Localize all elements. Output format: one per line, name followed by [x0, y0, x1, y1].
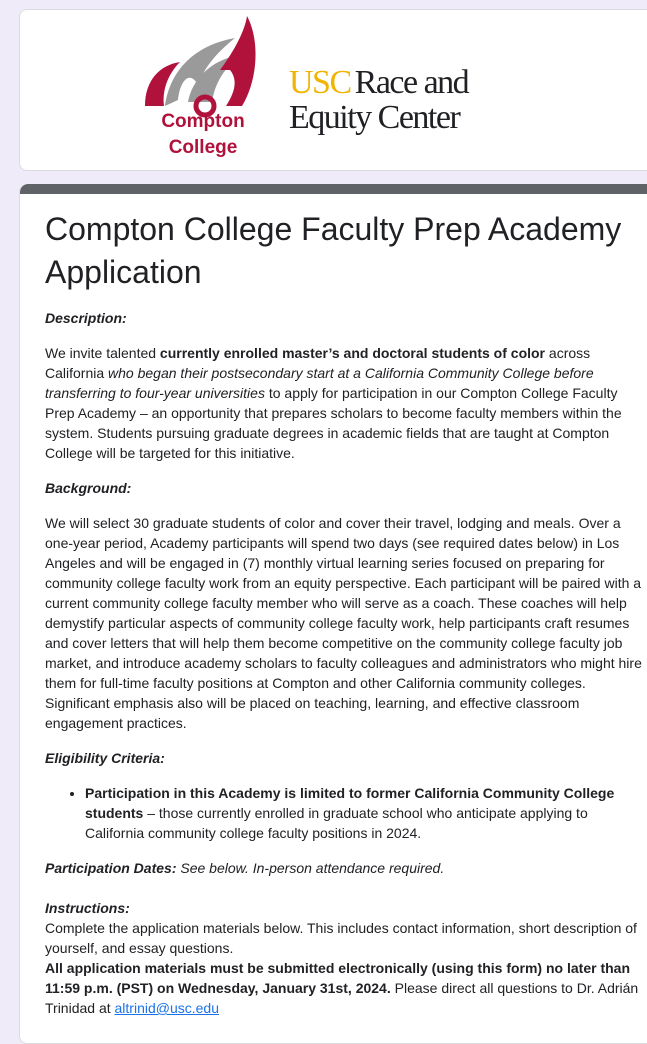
- eligibility-list: [45, 783, 644, 843]
- participation-dates-label: Participation Dates:: [45, 860, 177, 876]
- instructions-label: Instructions:: [45, 900, 130, 916]
- form-accent-bar: [20, 184, 647, 194]
- description-italic-1: who began their postsecondary start at a California Community College before transferring to four-year universities: [45, 365, 594, 401]
- usc-race-equity-logo: [289, 64, 470, 136]
- description-text-3: to apply for participation in our Compton College Faculty Prep Academy – an opportunity that prepares scholars to become faculty members within the system. Students pursuing graduate degrees in academic fields that are taught at Compton College will be targeted for this initiative.: [45, 385, 622, 461]
- description-bold-1: currently enrolled master’s and doctoral students of color: [159, 345, 546, 361]
- usc-logo-line1: [289, 64, 470, 101]
- header-banner-card: [19, 9, 647, 171]
- background-label: Background:: [45, 480, 132, 496]
- description-paragraph: [45, 343, 644, 463]
- instructions-text-2: Please direct all questions to Dr. Adrián Trinidad at: [45, 980, 639, 1016]
- eligibility-rest: – those currently enrolled in graduate school who anticipate applying to California community college faculty positions in 2024.: [85, 805, 588, 841]
- description-label: Description:: [45, 310, 127, 326]
- participation-dates: [45, 858, 644, 878]
- compton-logo-text-line1: Compton: [161, 111, 245, 132]
- compton-college-logo: [145, 16, 256, 158]
- logo-banner: [20, 10, 647, 171]
- usc-logo-prefix: USC: [289, 64, 351, 101]
- instructions-block: [45, 898, 644, 1018]
- instructions-text-1: Complete the application materials below. This includes contact information, short description of yourself, and essay questions.: [45, 920, 637, 956]
- usc-logo-rest: Race and: [354, 64, 469, 101]
- instructions-deadline: [45, 958, 644, 1018]
- form-title: Compton College Faculty Prep Academy Application: [45, 211, 622, 290]
- form-description-content: [20, 194, 647, 1018]
- compton-logo-text-line2: College: [168, 137, 238, 158]
- instructions-bold: All application materials must be submitted electronically (using this form) no later than 11:59 p.m. (PST) on Wednesday, January 31st, 2024.: [45, 960, 630, 996]
- description-text-1: We invite talented: [45, 345, 160, 361]
- eligibility-label: Eligibility Criteria:: [45, 750, 165, 766]
- background-paragraph: We will select 30 graduate students of color and cover their travel, lodging and meals. Over a one-year period, Academy participants will spend two days (see required dates below) in Los Angeles and will be engaged in (7) monthly virtual learning series focused on preparing for community college faculty work from an equity perspective. Each participant will be paired with a current community college faculty member who will serve as a coach. These coaches will help demystify particular aspects of community college faculty work, help participants craft resumes and cover letters that will help them become competitive on the community college faculty job market, and introduce academy scholars to faculty colleagues and administrators who might hire them for full-time faculty positions at Compton and other California community colleges. Significant emphasis also will be placed on teaching, learning, and effective classroom engagement practices.: [45, 515, 642, 731]
- eligibility-item: [85, 783, 644, 843]
- eligibility-bold: Participation in this Academy is limited to former California Community College students: [85, 785, 615, 821]
- description-text-2: across California: [45, 345, 591, 381]
- contact-email-link[interactable]: altrinid@usc.edu: [114, 1000, 220, 1016]
- usc-logo-line2: Equity Center: [289, 99, 460, 136]
- participation-dates-text: See below. In-person attendance required.: [176, 860, 445, 876]
- form-description-card: [19, 184, 647, 1044]
